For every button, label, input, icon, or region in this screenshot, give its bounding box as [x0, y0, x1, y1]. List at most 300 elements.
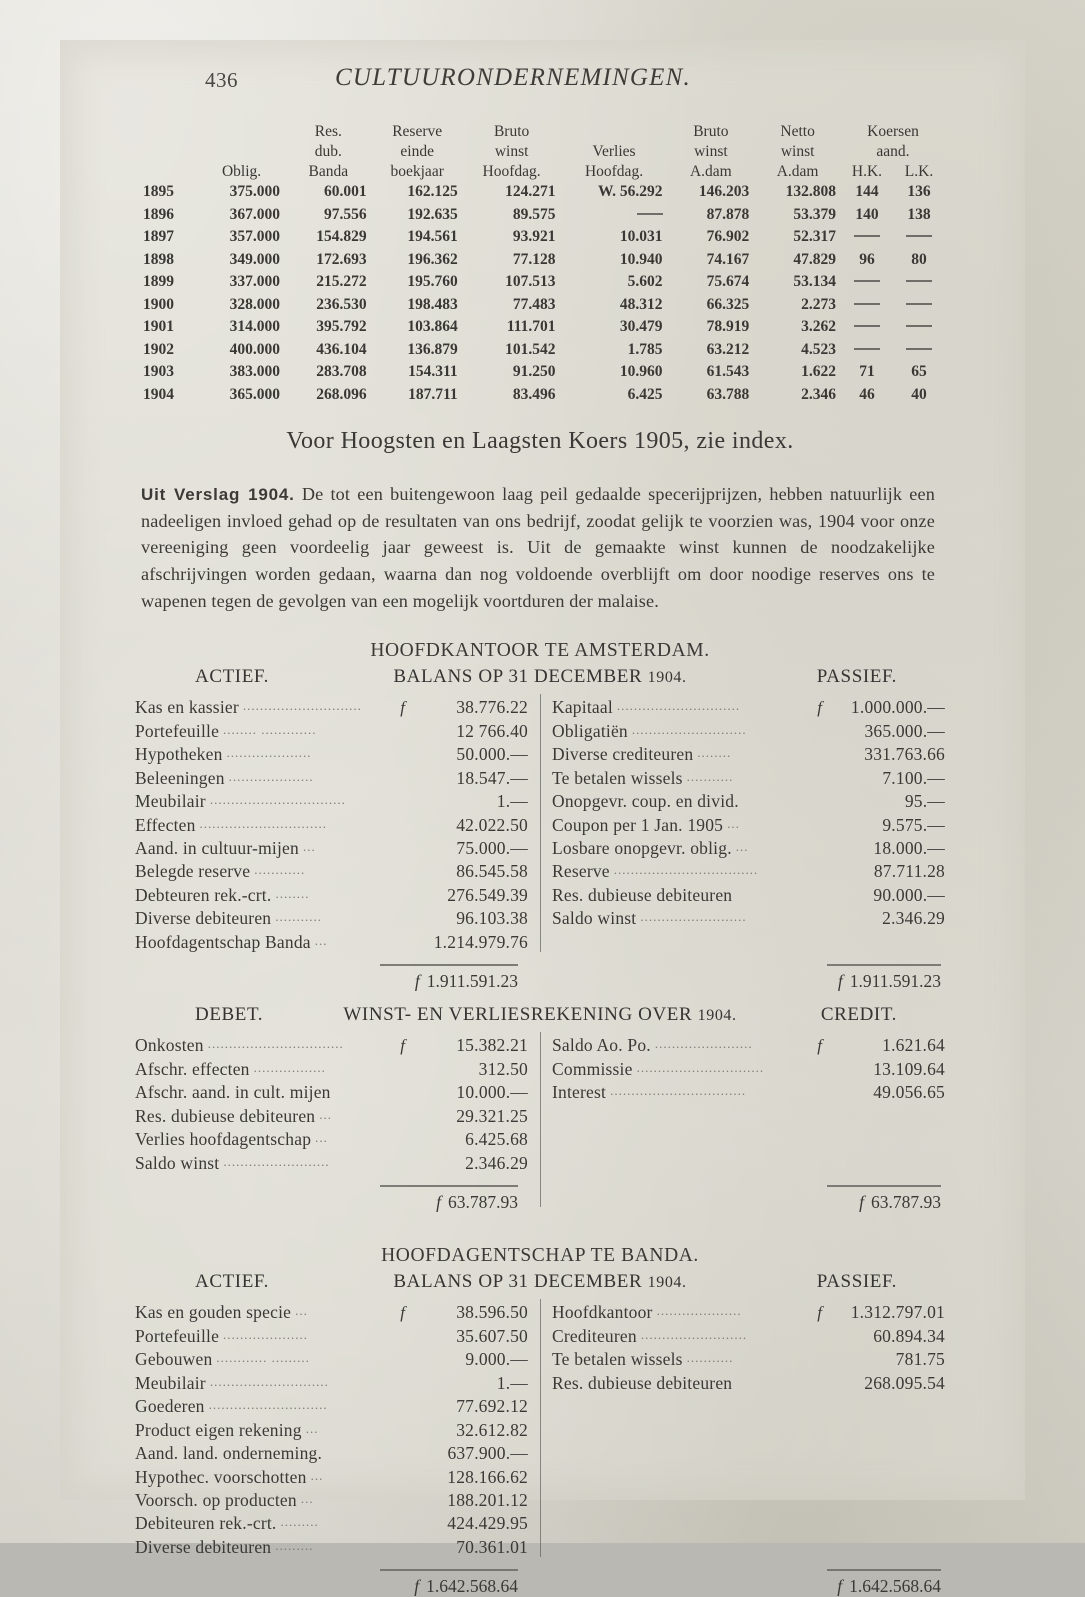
- ledger-row-label: Afschr. effecten: [135, 1058, 250, 1079]
- th-blank-5: [198, 142, 285, 162]
- ledger-row-label: Saldo winst: [135, 1152, 220, 1173]
- ledger-row-leader: ............................: [209, 1373, 329, 1389]
- ledger-row-label: Verlies hoofdagentschap: [135, 1129, 312, 1150]
- ledger-row: [135, 720, 528, 743]
- cell-year: 1895: [143, 183, 174, 201]
- em-dash-mark: [854, 325, 880, 327]
- ledger-row-label: Interest: [552, 1082, 607, 1103]
- ledger-row-currency: f: [400, 1303, 405, 1323]
- cell-oblig: 357.000: [229, 228, 280, 246]
- ledger-row: [135, 1419, 528, 1442]
- ledger-row-label: Res. dubieuse debiteuren: [552, 884, 733, 905]
- ledger-row-leader: ............................: [208, 1397, 328, 1413]
- passief-label-banda: PASSIEF.: [816, 1271, 897, 1293]
- cell-res-dub: 60.001: [324, 183, 367, 201]
- ledger-row-leader: ...: [305, 1420, 319, 1436]
- ledger-row: [135, 1081, 528, 1104]
- ledger-row-label: Hypotheken: [135, 744, 223, 765]
- cell-koers-lk: 65: [911, 363, 927, 381]
- ledger-row-amount: 96.103.38: [456, 908, 528, 929]
- ledger-row: [135, 767, 528, 790]
- ledger-row-leader: ...: [300, 1491, 314, 1506]
- total-debet: [135, 1179, 538, 1213]
- ledger-row-label: Portefeuille: [135, 720, 220, 741]
- ledger-banda-actief-column: [135, 1301, 538, 1559]
- ledger-row-leader: ...: [315, 1130, 328, 1146]
- bnd-total-amount-right: 1.642.568.64: [849, 1576, 941, 1597]
- table-row: [135, 361, 945, 383]
- em-dash-mark: [854, 235, 880, 237]
- total-rule-right: [827, 964, 941, 966]
- cell-year: 1903: [143, 363, 174, 381]
- ledger-row-amount: 87.711.28: [873, 861, 945, 882]
- th-winst-3: winst: [780, 142, 815, 160]
- ledger-row: [552, 767, 945, 790]
- cell-verlies: W. 56.292: [598, 183, 663, 201]
- bnd-total-currency-right: f: [837, 1576, 843, 1597]
- passief-label-amsterdam: PASSIEF.: [816, 666, 897, 688]
- ledger-row-leader: .........: [275, 1537, 314, 1553]
- ledger-row-amount: 32.612.82: [456, 1419, 528, 1440]
- ledger-profit-loss-totals: [135, 1179, 945, 1213]
- ledger-row-leader: ...: [314, 932, 328, 948]
- report-paragraph: [141, 481, 935, 614]
- th-boekjaar: boekjaar: [390, 162, 444, 180]
- credit-label: CREDIT.: [820, 1004, 897, 1026]
- ledger-row-label: Gebouwen: [135, 1349, 213, 1370]
- ledger-row-label: Commissie: [552, 1058, 633, 1079]
- cell-bruto-adam: 75.674: [706, 273, 750, 291]
- th-adam-1: A.dam: [689, 162, 732, 180]
- ledger-row-label: Aand. land. onderneming.: [135, 1443, 323, 1464]
- cell-reserve: 192.635: [407, 205, 458, 223]
- statistics-table-body: [135, 181, 945, 406]
- total-row-credit: [552, 1192, 941, 1213]
- ledger-row: [135, 743, 528, 766]
- bnd-total-currency-left: f: [414, 1576, 420, 1597]
- th-blank-3: [561, 122, 668, 142]
- ledger-row-amount: 1.621.64: [882, 1035, 945, 1056]
- ledger-row: [135, 837, 528, 860]
- ledger-row-amount: 7.100.—: [882, 767, 945, 788]
- total-row-banda-actief: [135, 1576, 518, 1597]
- cell-oblig: 375.000: [229, 183, 280, 201]
- cell-reserve: 162.125: [407, 183, 458, 201]
- cell-year: 1901: [143, 318, 174, 336]
- ledger-row-leader: ...: [319, 1106, 332, 1122]
- ledger-row-amount: 13.109.64: [873, 1058, 945, 1079]
- ledger-actief-column: [135, 696, 538, 954]
- ledger-row-label: Portefeuille: [135, 1325, 220, 1346]
- actief-label-banda: ACTIEF.: [195, 1271, 269, 1293]
- ledger-row-leader: ........ .............: [223, 721, 317, 737]
- actief-label-amsterdam: ACTIEF.: [195, 666, 269, 688]
- ledger-passief-column: [538, 696, 945, 954]
- total-row-passief: [552, 971, 941, 992]
- th-bruto-1: Bruto: [493, 123, 530, 140]
- total-currency-right: f: [837, 971, 843, 992]
- ledger-row-leader: .........: [280, 1514, 319, 1530]
- ledger-row-leader: ....................: [223, 1326, 309, 1342]
- table-row: [135, 226, 945, 248]
- ledger-row-currency: f: [400, 698, 405, 718]
- ledger-row-amount: 6.425.68: [465, 1129, 528, 1150]
- ledger-row: [135, 1058, 528, 1081]
- ledger-row-leader: ................................: [209, 792, 346, 808]
- ledger-row: [135, 1442, 528, 1465]
- ledger-row-leader: ....................: [226, 745, 312, 761]
- ledger-row: [552, 696, 945, 720]
- ledger-row-amount: 2.346.29: [882, 908, 945, 929]
- ledger-row-label: Crediteuren: [552, 1325, 637, 1346]
- cell-netto-adam: 2.346: [801, 385, 836, 403]
- ledger-row-label: Coupon per 1 Jan. 1905: [552, 814, 724, 835]
- cell-reserve: 187.711: [408, 385, 458, 403]
- cell-koers-lk: [893, 316, 945, 338]
- cell-reserve: 154.311: [408, 363, 458, 381]
- ledger-row: [552, 1372, 945, 1395]
- th-dub: dub.: [314, 142, 342, 160]
- em-dash-mark: [637, 213, 663, 215]
- balance-date-banda-year: 1904.: [647, 1274, 687, 1292]
- ledger-row-label: Meubilair: [135, 791, 206, 812]
- ledger-debet-column: [135, 1034, 538, 1175]
- ledger-row-amount: 268.095.54: [864, 1372, 945, 1393]
- cell-oblig: 314.000: [229, 318, 280, 336]
- cell-res-dub: 268.096: [316, 385, 367, 403]
- ledger-row-label: Saldo Ao. Po.: [552, 1035, 651, 1056]
- ledger-row-label: Onopgevr. coup. en divid.: [552, 791, 739, 812]
- ledger-row: [552, 720, 945, 743]
- total-currency-left: f: [414, 971, 420, 992]
- ledger-row-amount: 75.000.—: [456, 838, 528, 859]
- ledger-row-amount: 70.361.01: [456, 1536, 528, 1557]
- cell-reserve: 103.864: [407, 318, 458, 336]
- ledger-row-leader: ..................................: [613, 862, 759, 878]
- cell-verlies: 48.312: [619, 295, 663, 313]
- ledger-row-leader: .............................: [616, 698, 741, 714]
- cell-verlies: 10.031: [619, 228, 663, 246]
- ledger-amsterdam-totals: [135, 958, 945, 992]
- ledger-row-amount: 18.547.—: [456, 767, 528, 788]
- ledger-row-label: Losbare onopgevr. oblig.: [552, 838, 732, 859]
- ledger-row: [135, 696, 528, 720]
- cell-verlies: [561, 204, 668, 226]
- cell-bruto-adam: 87.878: [706, 205, 750, 223]
- cell-verlies: 10.960: [619, 363, 663, 381]
- cell-bruto-hoofdag: 101.542: [505, 340, 556, 358]
- total-row-actief: [135, 971, 518, 992]
- cell-bruto-adam: 63.212: [706, 340, 750, 358]
- ledger-row-leader: ................................: [207, 1036, 344, 1052]
- ledger-row-leader: ...........: [686, 768, 734, 784]
- ledger-row: [135, 1489, 528, 1512]
- cell-bruto-hoofdag: 77.483: [512, 295, 556, 313]
- ledger-row-amount: 2.346.29: [465, 1152, 528, 1173]
- ledger-row-label: Res. dubieuse debiteuren: [552, 1372, 733, 1393]
- cell-koers-hk: [841, 294, 893, 316]
- ledger-row-label: Product eigen rekening: [135, 1419, 302, 1440]
- cell-koers-lk: [893, 226, 945, 248]
- ledger-row-label: Debiteuren rek.-crt.: [135, 1513, 277, 1534]
- ledger-row-label: Goederen: [135, 1396, 205, 1417]
- ledger-row-label: Te betalen wissels: [552, 1349, 683, 1370]
- ledger-row: [552, 1081, 945, 1104]
- ledger-row-leader: ............................: [242, 698, 362, 714]
- ledger-row: [552, 860, 945, 883]
- ledger-row-amount: 60.894.34: [873, 1325, 945, 1346]
- ledger-row: [135, 1512, 528, 1535]
- ledger-row-amount: 424.429.95: [447, 1513, 528, 1534]
- ledger-row: [552, 1325, 945, 1348]
- ledger-row-amount: 1.214.979.76: [433, 931, 528, 952]
- running-title: CULTUURONDERNEMINGEN.: [335, 64, 691, 91]
- balance-date-banda-text: BALANS OP 31 DECEMBER: [393, 1271, 643, 1293]
- balance-amsterdam-header: [135, 666, 945, 692]
- table-row: [135, 339, 945, 361]
- pl-total-rule-left: [380, 1185, 518, 1187]
- profit-loss-header: [135, 1004, 945, 1030]
- bnd-total-rule-right: [827, 1569, 941, 1571]
- ledger-row: [135, 884, 528, 907]
- cell-res-dub: 97.556: [324, 205, 367, 223]
- bnd-total-amount-left: 1.642.568.64: [426, 1576, 518, 1597]
- ledger-row-amount: 781.75: [895, 1349, 945, 1370]
- header-row-3: [135, 162, 945, 182]
- ledger-row: [135, 907, 528, 930]
- th-koersen: Koersen: [867, 123, 919, 140]
- ledger-row-leader: ...: [302, 839, 316, 855]
- pl-total-amount-left: 63.787.93: [448, 1192, 518, 1213]
- header-row-2: [135, 142, 945, 162]
- ledger-row-amount: 18.000.—: [873, 838, 945, 859]
- em-dash-mark: [906, 348, 932, 350]
- office-title-banda: HOOFDAGENTSCHAP TE BANDA.: [381, 1245, 699, 1267]
- cell-oblig: 349.000: [229, 250, 280, 268]
- ledger-row-label: Obligatiën: [552, 720, 628, 741]
- cell-koers-hk: 96: [859, 250, 875, 268]
- cell-verlies: 10.940: [619, 250, 663, 268]
- ledger-row-amount: 312.50: [478, 1058, 528, 1079]
- ledger-row-leader: ....................: [228, 768, 314, 784]
- cell-koers-hk: [841, 271, 893, 293]
- cell-netto-adam: 2.273: [801, 295, 836, 313]
- th-winst-1: winst: [494, 142, 529, 160]
- balance-banda-header: [135, 1271, 945, 1297]
- table-row: [135, 316, 945, 338]
- ledger-row-label: Diverse debiteuren: [135, 1536, 272, 1557]
- th-reserve: Reserve: [392, 123, 443, 140]
- ledger-row: [135, 790, 528, 813]
- table-row: [135, 384, 945, 406]
- ledger-banda-passief-column: [538, 1301, 945, 1559]
- ledger-row: [552, 907, 945, 930]
- page-number: 436: [205, 68, 238, 92]
- header-row-1: [135, 122, 945, 142]
- ledger-row-label: Beleeningen: [135, 767, 225, 788]
- th-res: Res.: [314, 123, 342, 140]
- ledger-row-label: Diverse crediteuren: [552, 744, 694, 765]
- pl-total-rule-right: [827, 1185, 941, 1187]
- ledger-row-label: Kas en kassier: [135, 697, 239, 718]
- ledger-row-currency: f: [817, 1036, 822, 1056]
- ledger-row: [135, 1395, 528, 1418]
- ledger-row-amount: 90.000.—: [873, 884, 945, 905]
- th-winst-2: winst: [694, 142, 728, 160]
- cell-koers-lk: 136: [907, 183, 931, 201]
- ledger-row-leader: .........................: [640, 1326, 748, 1342]
- em-dash-mark: [906, 325, 932, 327]
- ledger-row-amount: 188.201.12: [447, 1490, 528, 1510]
- cell-year: 1898: [143, 250, 174, 268]
- cell-netto-adam: 1.622: [801, 363, 836, 381]
- ledger-row-amount: 276.549.39: [447, 884, 528, 905]
- cell-year: 1899: [143, 273, 174, 291]
- ledger-row-label: Effecten: [135, 814, 196, 835]
- th-banda: Banda: [308, 162, 349, 180]
- ledger-row: [135, 1152, 528, 1175]
- ledger-row-leader: ....................: [656, 1303, 742, 1319]
- ledger-row-amount: 95.—: [904, 791, 945, 812]
- total-amount-right: 1.911.591.23: [849, 971, 941, 992]
- report-body: De tot een buitengewoon laag peil gedaalde specerijprijzen, hebben natuurlijk een nadeeligen invloed gehad op de resultaten van ons bedrijf, zoodat gelijk te voorzien was, 1904 voor onze vereeniging geen voordeelig jaar geweest is. Uit de gemaakte winst kunnen de noodzakelijke afschrijvingen worden gedaan, waarna dan nog voldoende overblijft om door noodige reserves ons te wapenen tegen de gevolgen van een mogelijk voortduren der malaise.: [141, 484, 935, 611]
- cell-koers-hk: 71: [859, 363, 875, 381]
- ledger-row-amount: 1.312.797.01: [850, 1302, 945, 1323]
- cell-verlies: 6.425: [627, 385, 663, 403]
- cell-res-dub: 215.272: [316, 273, 367, 291]
- cell-year: 1897: [143, 228, 174, 246]
- ledger-row: [135, 1301, 528, 1325]
- cell-bruto-adam: 76.902: [706, 228, 750, 246]
- total-row-banda-passief: [552, 1576, 941, 1597]
- th-lk: L.K.: [904, 162, 934, 180]
- balance-date-year: 1904.: [647, 669, 687, 687]
- total-actief-amsterdam: [135, 958, 538, 992]
- ledger-row: [135, 860, 528, 883]
- pl-total-currency-right: f: [859, 1192, 864, 1213]
- bnd-total-rule-left: [380, 1569, 518, 1571]
- ledger-row-leader: ...: [310, 1467, 324, 1483]
- profit-loss-year: 1904.: [697, 1007, 737, 1025]
- cell-oblig: 383.000: [229, 363, 280, 381]
- ledger-row-leader: .................: [253, 1059, 326, 1075]
- ledger-row-label: Hoofdkantoor: [552, 1302, 653, 1323]
- em-dash-mark: [854, 303, 880, 305]
- cell-netto-adam: 47.829: [793, 250, 836, 268]
- cell-oblig: 328.000: [229, 295, 280, 313]
- ledger-row-leader: ........: [275, 885, 310, 901]
- ledger-row-amount: 35.607.50: [456, 1325, 528, 1346]
- ledger-row: [552, 884, 945, 907]
- cell-res-dub: 436.104: [316, 340, 367, 358]
- cell-reserve: 198.483: [407, 295, 458, 313]
- cell-koers-lk: [893, 294, 945, 316]
- table-row: [135, 181, 945, 203]
- ledger-row: [552, 790, 945, 813]
- profit-loss-title-text: WINST- EN VERLIESREKENING OVER: [343, 1004, 693, 1026]
- cell-netto-adam: 3.262: [801, 318, 836, 336]
- cell-year: 1904: [143, 385, 174, 403]
- ledger-row-label: Saldo winst: [552, 908, 637, 929]
- table-row: [135, 249, 945, 271]
- ledger-row-amount: 128.166.62: [447, 1466, 528, 1487]
- cell-koers-hk: [841, 226, 893, 248]
- statistics-table-head: [135, 122, 945, 181]
- em-dash-mark: [906, 303, 932, 305]
- th-adam-2: A.dam: [776, 162, 819, 180]
- cell-koers-hk: 140: [855, 205, 879, 223]
- cell-netto-adam: 52.317: [793, 228, 836, 246]
- ledger-row-label: Te betalen wissels: [552, 767, 683, 788]
- cell-bruto-adam: 146.203: [698, 183, 750, 201]
- ledger-row-amount: 42.022.50: [456, 814, 528, 835]
- em-dash-mark: [906, 235, 932, 237]
- ledger-row-leader: ............: [254, 862, 306, 878]
- ledger-row-label: Diverse debiteuren: [135, 908, 272, 929]
- ledger-amsterdam: [135, 696, 945, 954]
- th-blank-4: [135, 142, 198, 162]
- cell-koers-hk: [841, 316, 893, 338]
- cell-reserve: 136.879: [407, 340, 458, 358]
- ledger-row-label: Voorsch. op producten: [135, 1490, 297, 1510]
- ledger-row: [135, 1105, 528, 1128]
- ledger-row-amount: 9.000.—: [465, 1349, 528, 1370]
- cell-koers-lk: [893, 271, 945, 293]
- ledger-row-label: Hypothec. voorschotten: [135, 1466, 307, 1487]
- th-hoofdag-1: Hoofdag.: [482, 162, 541, 180]
- cell-netto-adam: 53.379: [793, 205, 836, 223]
- page-content: [135, 60, 945, 1597]
- cell-res-dub: 395.792: [316, 318, 367, 336]
- ledger-row-label: Reserve: [552, 861, 610, 882]
- cell-bruto-hoofdag: 83.496: [512, 385, 556, 403]
- th-verlies: Verlies: [592, 142, 636, 160]
- cell-bruto-adam: 66.325: [706, 295, 750, 313]
- ledger-row-amount: 1.—: [496, 791, 528, 812]
- th-oblig: Oblig.: [221, 162, 262, 180]
- ledger-row: [135, 1348, 528, 1371]
- pl-total-amount-right: 63.787.93: [871, 1192, 941, 1213]
- cell-koers-hk: [841, 339, 893, 361]
- cell-bruto-hoofdag: 91.250: [512, 363, 556, 381]
- ledger-row-leader: .......................: [654, 1036, 753, 1052]
- ledger-row-currency: f: [400, 1036, 405, 1056]
- table-row: [135, 204, 945, 226]
- ledger-row: [552, 1034, 945, 1058]
- ledger-row-leader: ...: [727, 815, 740, 831]
- ledger-row-label: Afschr. aand. in cult. mijen: [135, 1082, 331, 1103]
- cell-bruto-hoofdag: 107.513: [505, 273, 556, 291]
- ledger-row: [135, 814, 528, 837]
- ledger-row: [135, 1372, 528, 1395]
- total-rule-left: [380, 964, 518, 966]
- ledger-row-leader: ................................: [610, 1083, 747, 1099]
- cell-oblig: 400.000: [229, 340, 280, 358]
- cell-koers-lk: [893, 339, 945, 361]
- th-blank-1: [135, 122, 198, 142]
- report-heading: Uit Verslag 1904.: [141, 485, 295, 505]
- ledger-row-label: Kapitaal: [552, 697, 613, 718]
- ledger-row-label: Aand. in cultuur-mijen: [135, 838, 299, 859]
- ledger-row-label: Res. dubieuse debiteuren: [135, 1105, 316, 1126]
- ledger-row-currency: f: [817, 698, 822, 718]
- ledger-row-amount: 9.575.—: [882, 814, 945, 835]
- ledger-row-leader: ...: [295, 1303, 308, 1319]
- cell-koers-hk: 46: [859, 385, 875, 403]
- cell-verlies: 1.785: [627, 340, 663, 358]
- ledger-banda-totals: [135, 1563, 945, 1597]
- em-dash-mark: [854, 280, 880, 282]
